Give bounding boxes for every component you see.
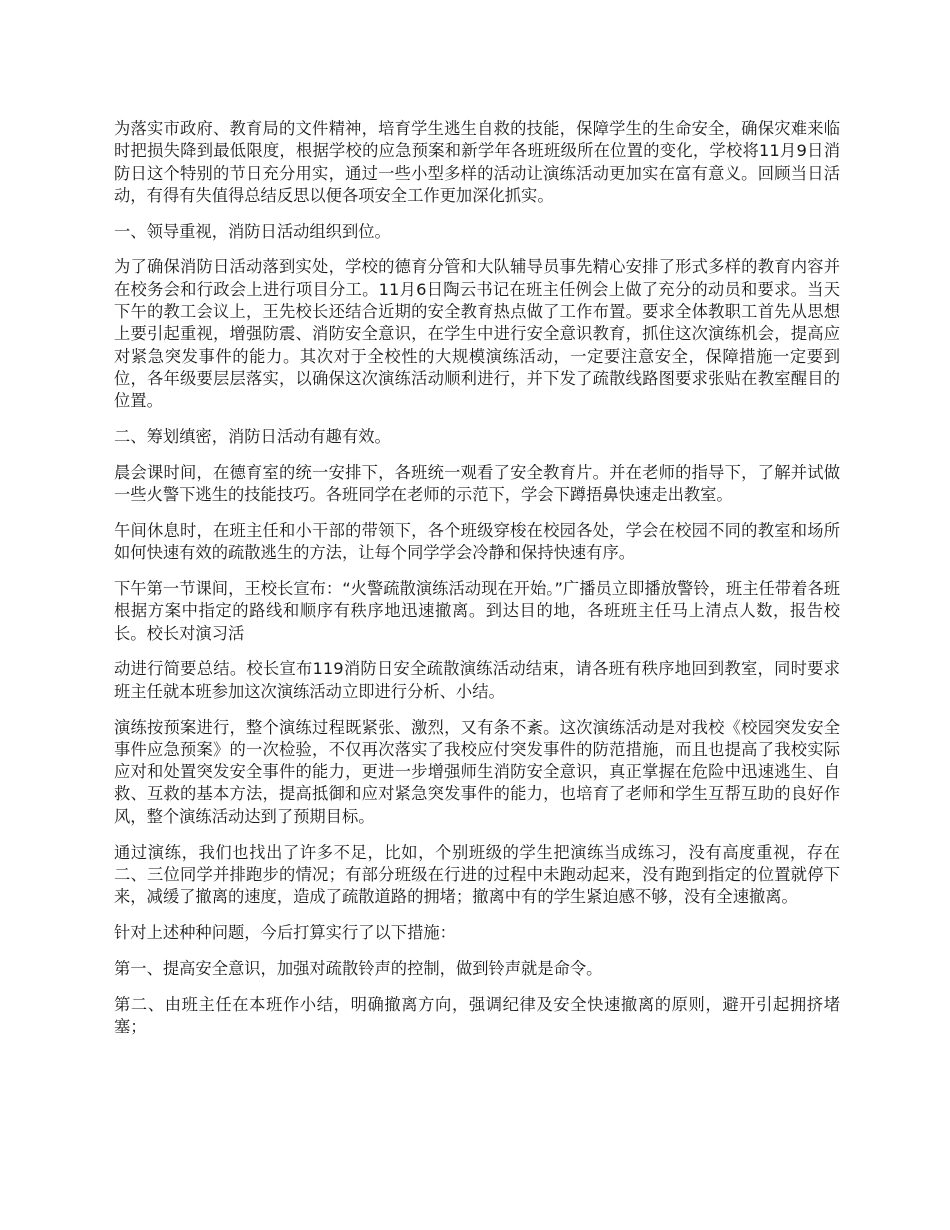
body-paragraph: 演练按预案进行，整个演练过程既紧张、激烈，又有条不紊。这次演练活动是对我校《校园突发安全事件应急预案》的一次检验，不仅再次落实了我校应付突发事件的防范措施，而且也提高了我校实际应对和处置突发安全事件的能力，更进一步增强师生消防安全意识，真正掌握在危险中迅速逃生、自救、互救的基本方法，提高抵御和应对紧急突发事件的能力，也培育了老师和学生互帮互助的良好作风，整个演练活动达到了预期目标。 bbox=[114, 717, 840, 826]
body-paragraph: 动进行简要总结。校长宣布119消防日安全疏散演练活动结束，请各班有秩序地回到教室，同时要求班主任就本班参加这次演练活动立即进行分析、小结。 bbox=[114, 659, 840, 701]
intro-paragraph: 为落实市政府、教育局的文件精神，培育学生逃生自救的技能，保障学生的生命安全，确保灾难来临时把损失降到最低限度，根据学校的应急预案和新学年各班班级所在位置的变化，学校将11月9日消防日这个特别的节日充分用实，通过一些小型多样的活动让演练活动更加实在富有意义。回顾当日活动，有得有失值得总结反思以便各项安全工作更加深化抓实。 bbox=[114, 119, 840, 205]
body-paragraph: 午间休息时，在班主任和小干部的带领下，各个班级穿梭在校园各处，学会在校园不同的教室和场所如何快速有效的疏散逃生的方法，让每个同学学会冷静和保持快速有序。 bbox=[114, 520, 840, 563]
body-paragraph: 针对上述种种问题，今后打算实行了以下措施： bbox=[114, 922, 456, 942]
measure-item-1: 第一、提高安全意识，加强对疏散铃声的控制，做到铃声就是命令。 bbox=[114, 958, 603, 978]
document-body bbox=[114, 118, 840, 1052]
measure-item-2: 第二、由班主任在本班作小结，明确撤离方向，强调纪律及安全快速撤离的原则，避开引起拥挤堵塞； bbox=[114, 994, 840, 1036]
body-paragraph: 下午第一节课间，王校长宣布：“火警疏散演练活动现在开始。”广播员立即播放警铃，班主任带着各班根据方案中指定的路线和顺序有秩序地迅速撤离。到达目的地，各班班主任马上清点人数，报告校长。校长对演习活 bbox=[114, 579, 840, 643]
body-paragraph: 晨会课时间，在德育室的统一安排下，各班统一观看了安全教育片。并在老师的指导下，了解并试做一些火警下逃生的技能技巧。各班同学在老师的示范下，学会下蹲捂鼻快速走出教室。 bbox=[114, 462, 840, 505]
section-heading-2: 二、筹划缜密，消防日活动有趣有效。 bbox=[114, 427, 391, 447]
body-paragraph: 通过演练，我们也找出了许多不足，比如，个别班级的学生把演练当成练习，没有高度重视，存在二、三位同学并排跑步的情况；有部分班级在行进的过程中未跑动起来，没有跑到指定的位置就停下来，减缓了撤离的速度，造成了疏散道路的拥堵；撤离中有的学生紧迫感不够，没有全速撤离。 bbox=[114, 842, 840, 907]
body-paragraph: 为了确保消防日活动落到实处，学校的德育分管和大队辅导员事先精心安排了形式多样的教育内容并在校务会和行政会上进行项目分工。11月6日陶云书记在班主任例会上做了充分的动员和要求。当天下午的教工会议上，王先校长还结合近期的安全教育热点做了工作布置。要求全体教职工首先从思想上要引起重视，增强防震、消防安全意识，在学生中进行安全意识教育，抓住这次演练机会，提高应对紧急突发事件的能力。其次对于全校性的大规模演练活动，一定要注意安全，保障措施一定要到位，各年级要层层落实，以确保这次演练活动顺利进行，并下发了疏散线路图要求张贴在教室醒目的位置。 bbox=[114, 257, 840, 411]
section-heading-1: 一、领导重视，消防日活动组织到位。 bbox=[114, 221, 391, 241]
